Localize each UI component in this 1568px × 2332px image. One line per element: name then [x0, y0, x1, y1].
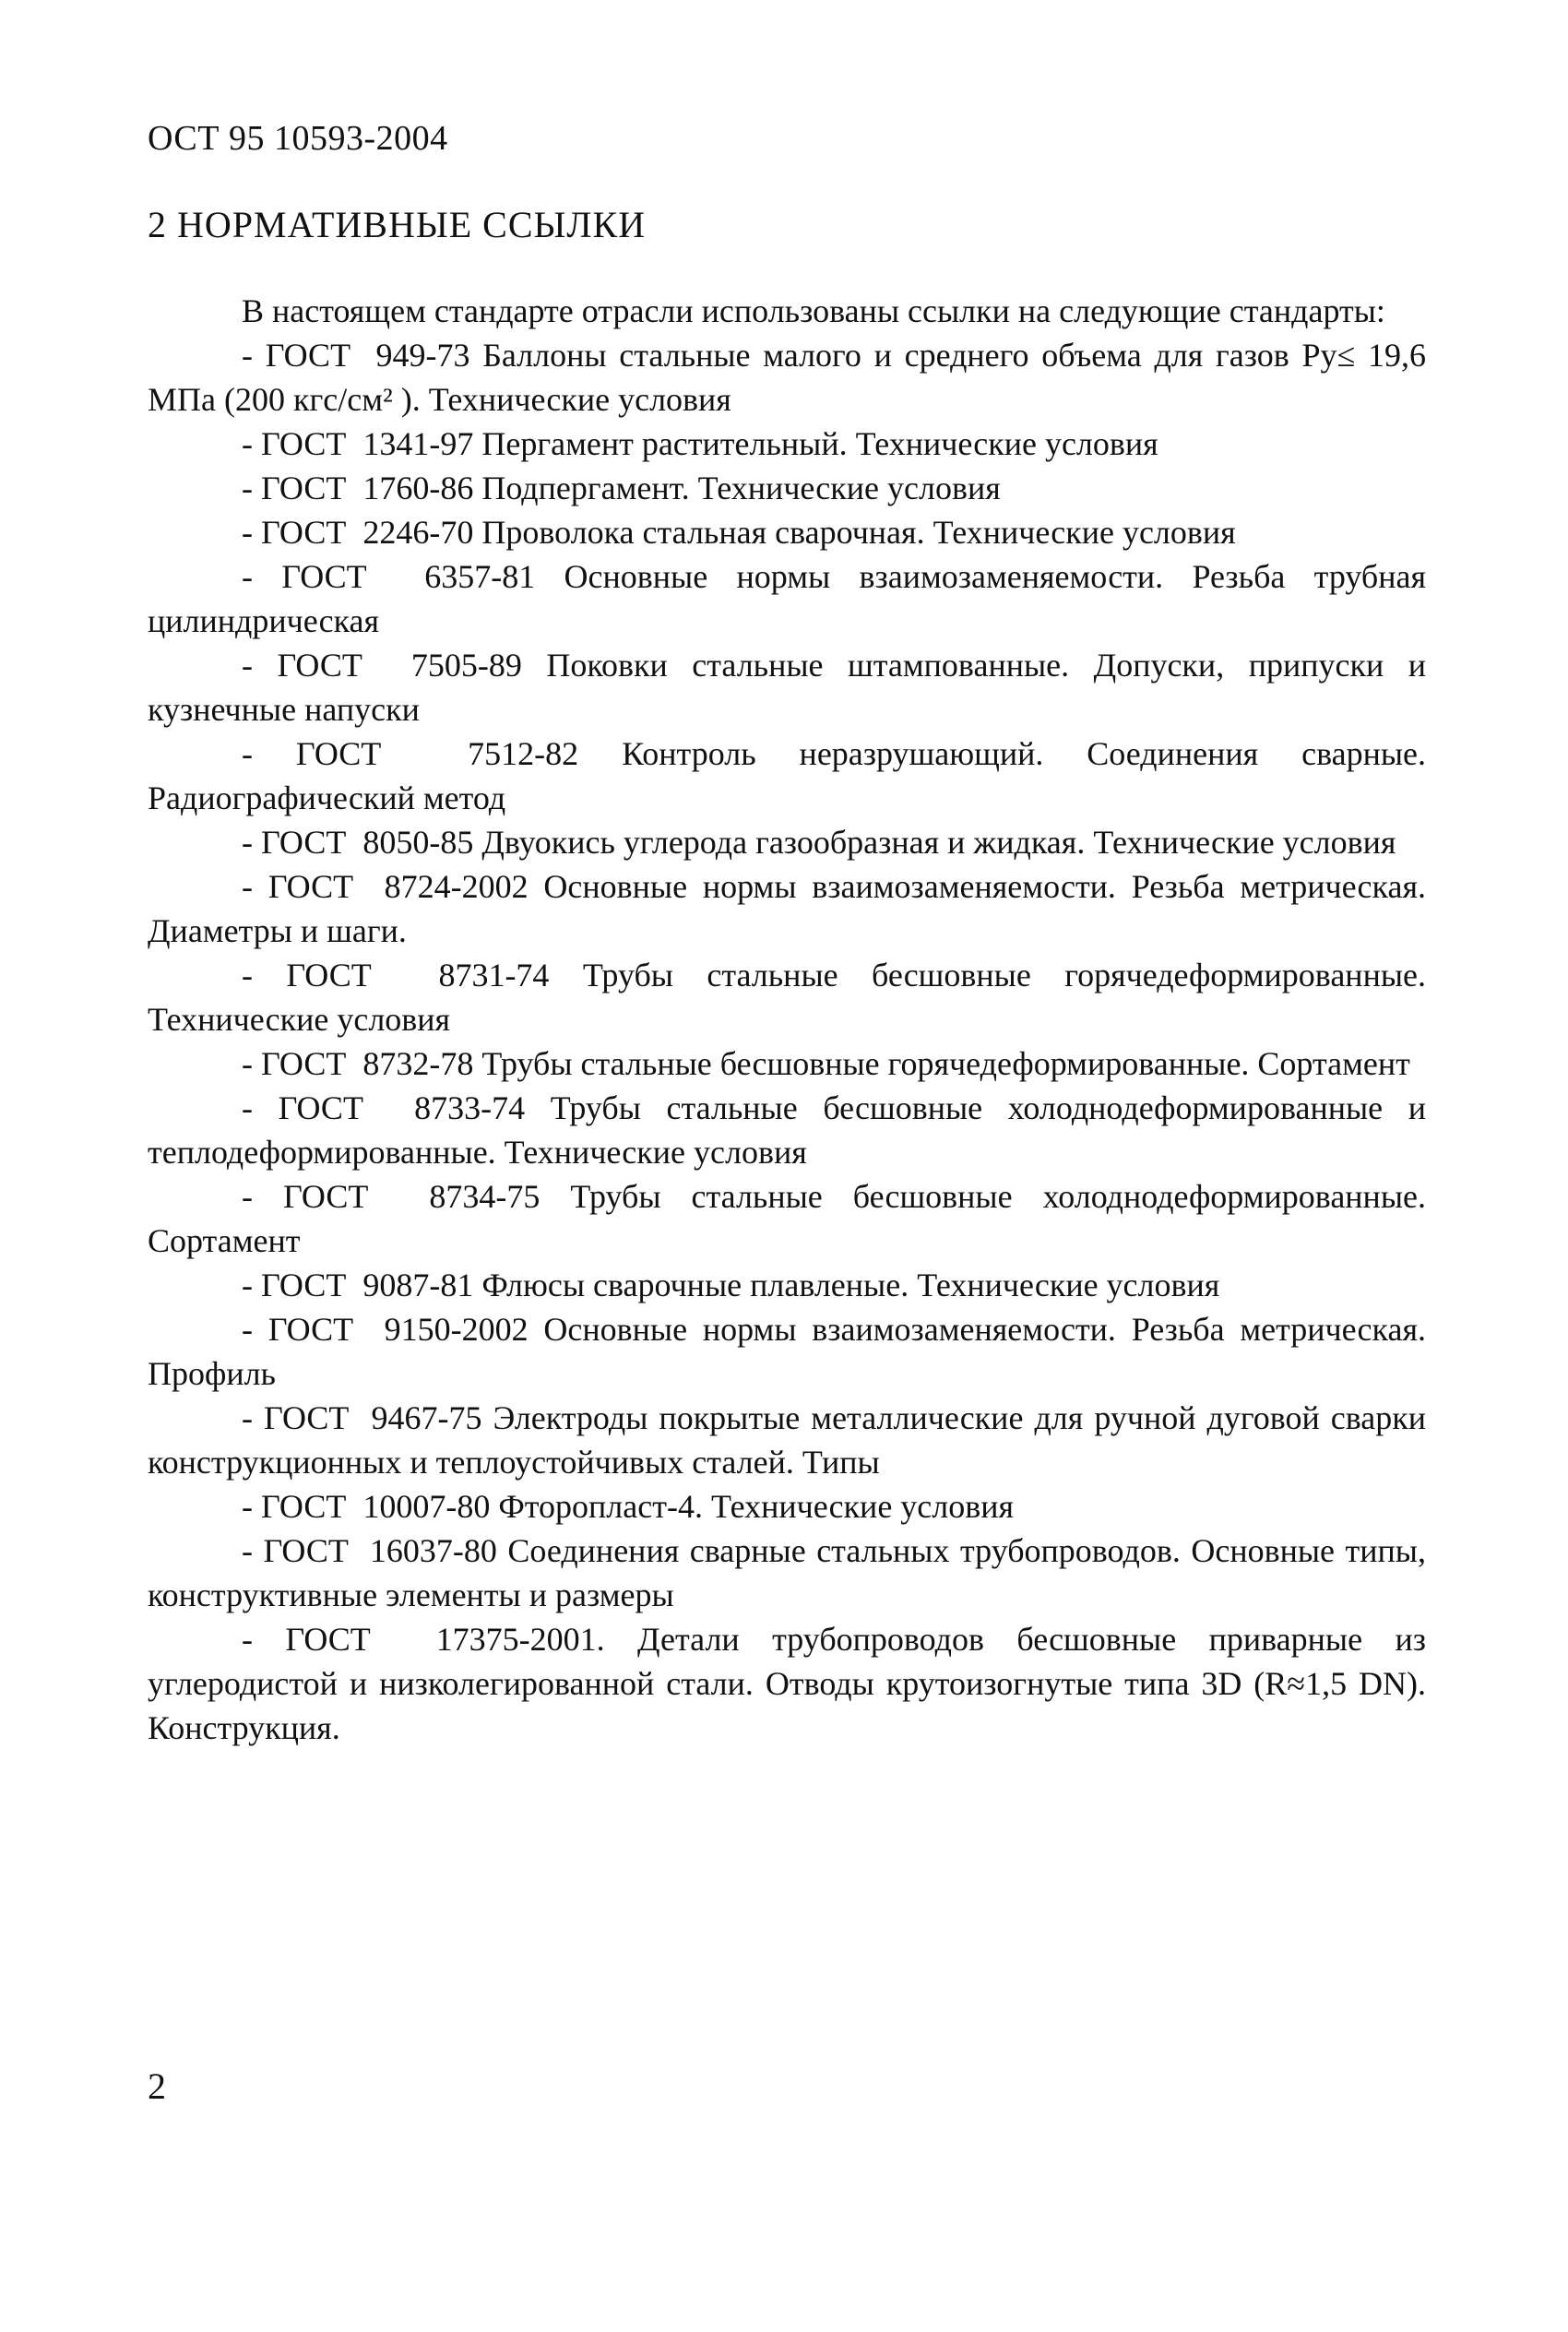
reference-number: - ГОСТ 8734-75	[242, 1178, 540, 1215]
reference-number: - ГОСТ 17375-2001.	[242, 1621, 605, 1658]
reference-item	[148, 1086, 1426, 1174]
reference-title: Основные нормы взаимозаменяемости. Резьба метрическая. Диаметры и шаги.	[148, 868, 1426, 949]
reference-title: Трубы стальные бесшовные холоднодеформированные. Сортамент	[148, 1178, 1426, 1259]
reference-number: - ГОСТ 8050-85	[242, 824, 474, 861]
reference-title: Трубы стальные бесшовные горячедеформированные. Сортамент	[481, 1045, 1410, 1082]
reference-title: Двуокись углерода газообразная и жидкая. Технические условия	[481, 824, 1396, 861]
reference-item	[148, 466, 1426, 510]
reference-number: - ГОСТ 8732-78	[242, 1045, 474, 1082]
reference-number: - ГОСТ 7512-82	[242, 735, 579, 772]
reference-title: Основные нормы взаимозаменяемости. Резьба метрическая. Профиль	[148, 1311, 1426, 1392]
reference-item	[148, 864, 1426, 953]
reference-number: - ГОСТ 7505-89	[242, 647, 522, 684]
reference-title: Баллоны стальные малого и среднего объема для газов Ру≤ 19,6 МПа (200 кгс/см² ). Технические условия	[148, 337, 1426, 418]
reference-item	[148, 1529, 1426, 1617]
reference-number: - ГОСТ 1760-86	[242, 470, 474, 506]
reference-title: Флюсы сварочные плавленые. Технические условия	[481, 1267, 1220, 1303]
reference-number: - ГОСТ 949-73	[242, 337, 470, 374]
reference-title: Соединения сварные стальных трубопроводов. Основные типы, конструктивные элементы и размеры	[148, 1532, 1426, 1613]
reference-number: - ГОСТ 6357-81	[242, 558, 536, 595]
reference-item	[148, 333, 1426, 422]
reference-title: Пергамент растительный. Технические условия	[481, 425, 1158, 462]
reference-title: Контроль неразрушающий. Соединения сварные. Радиографический метод	[148, 735, 1427, 816]
reference-number: - ГОСТ 8731-74	[242, 957, 550, 993]
reference-title: Электроды покрытые металлические для ручной дуговой сварки конструкционных и теплоустойчивых сталей. Типы	[148, 1399, 1427, 1481]
reference-item	[148, 643, 1426, 732]
reference-item	[148, 732, 1426, 820]
reference-number: - ГОСТ 1341-97	[242, 425, 474, 462]
reference-title: Трубы стальные бесшовные горячедеформированные. Технические условия	[148, 957, 1426, 1038]
references-body	[148, 289, 1426, 1750]
reference-item	[148, 422, 1426, 466]
reference-item	[148, 1396, 1426, 1484]
reference-title: Поковки стальные штампованные. Допуски, припуски и кузнечные напуски	[148, 647, 1426, 728]
reference-item	[148, 1617, 1426, 1750]
reference-item	[148, 953, 1426, 1041]
reference-title: Детали трубопроводов бесшовные приварные из углеродистой и низколегированной стали. Отводы крутоизогнутые типа 3D (R≈1,5 DN). Конструкция.	[148, 1621, 1426, 1746]
reference-item	[148, 1041, 1426, 1086]
reference-item	[148, 1307, 1426, 1396]
document-code: ОСТ 95 10593-2004	[148, 119, 448, 158]
reference-item	[148, 554, 1426, 643]
reference-number: - ГОСТ 10007-80	[242, 1488, 491, 1525]
reference-item	[148, 1263, 1426, 1307]
reference-number: - ГОСТ 9150-2002	[242, 1311, 529, 1348]
reference-item	[148, 1174, 1426, 1263]
reference-item	[148, 1484, 1426, 1529]
reference-item	[148, 510, 1426, 554]
reference-number: - ГОСТ 8724-2002	[242, 868, 529, 905]
reference-number: - ГОСТ 9467-75	[242, 1399, 482, 1436]
reference-title: Проволока стальная сварочная. Технические условия	[481, 514, 1236, 551]
section-title: 2 НОРМАТИВНЫЕ ССЫЛКИ	[148, 204, 647, 245]
reference-title: Фторопласт-4. Технические условия	[498, 1488, 1015, 1525]
intro-paragraph: В настоящем стандарте отрасли использованы ссылки на следующие стандарты:	[242, 292, 1385, 329]
reference-list	[148, 333, 1426, 1750]
reference-number: - ГОСТ 9087-81	[242, 1267, 474, 1303]
page-number: 2	[148, 2065, 166, 2107]
reference-title: Подпергамент. Технические условия	[481, 470, 1001, 506]
reference-item	[148, 820, 1426, 864]
reference-title: Основные нормы взаимозаменяемости. Резьба трубная цилиндрическая	[148, 558, 1427, 639]
reference-number: - ГОСТ 16037-80	[242, 1532, 497, 1569]
reference-number: - ГОСТ 8733-74	[242, 1089, 526, 1126]
reference-number: - ГОСТ 2246-70	[242, 514, 474, 551]
reference-title: Трубы стальные бесшовные холоднодеформированные и теплодеформированные. Технические условия	[148, 1089, 1426, 1171]
